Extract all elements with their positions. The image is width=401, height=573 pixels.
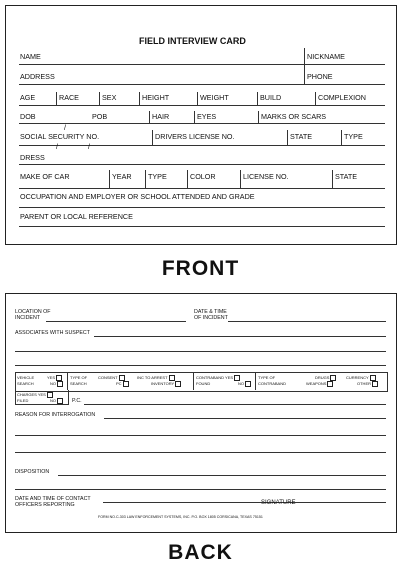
front-caption: FRONT [161,257,240,280]
signature-label: SIGNATURE [261,500,296,506]
currency-text: CURRENCY [346,375,369,381]
divider [145,170,146,188]
checkbox[interactable] [123,381,129,387]
form-footer: FORM NO.C-303 LAW ENFORCEMENT SYSTEMS, INC. P.O. BOX 1805 CORSICANA, TEXAS 75151 [98,515,263,519]
rule [228,321,386,322]
datetime-label-2: OF INCIDENT [194,315,228,321]
slash: / [64,123,66,132]
divider [197,92,198,105]
divider [109,170,110,188]
rule [104,418,386,419]
type-contraband-2: CONTRABAND [258,381,287,386]
rule [19,123,385,124]
divider [152,130,153,145]
rule [19,105,385,106]
pc-line-label: P.C. [72,398,82,404]
rule [84,404,386,405]
divider [304,48,305,84]
rule [19,188,385,189]
contact-label-2: OFFICERS REPORTING [15,502,75,508]
checkbox[interactable] [175,381,181,387]
divider [56,92,57,105]
pc-text: PC [116,381,122,387]
card-title: FIELD INTERVIEW CARD [139,36,246,46]
divider [255,372,256,390]
back-caption: BACK [168,541,233,564]
contraband-no [238,381,251,387]
type-label: TYPE [344,132,363,141]
nickname-label: NICKNAME [307,52,345,61]
rule [103,502,386,503]
divider [287,130,288,145]
type-of-search-2: SEARCH [70,381,87,386]
no-text: NO [50,398,56,404]
charges-filed: FILED [17,398,29,403]
phone-label: PHONE [307,72,333,81]
other-text: OTHER [357,381,371,387]
contact-label-1: DATE AND TIME OF CONTACT [15,496,91,502]
make-of-car-label: MAKE OF CAR [20,172,70,181]
divider [332,170,333,188]
marks-label: MARKS OR SCARS [261,112,327,121]
rule [15,351,386,352]
year-label: YEAR [112,172,132,181]
divider [315,92,316,105]
divider [194,111,195,123]
inc-arrest-text: INC TO ARREST [137,375,168,381]
datetime-label-1: DATE & TIME [194,309,227,315]
checkbox[interactable] [57,381,63,387]
divider [187,170,188,188]
type-contraband-1: TYPE OF [258,375,276,380]
rule [15,365,386,366]
reason-label: REASON FOR INTERROGATION [15,412,96,418]
rule [15,435,386,436]
inventory-text: INVENTORY [151,381,175,387]
rule [15,452,386,453]
rule [58,475,386,476]
age-label: AGE [20,93,36,102]
checkbox[interactable] [327,381,333,387]
weight-label: WEIGHT [200,93,229,102]
inventory-option [151,381,181,387]
contraband-text: CONTRABAND YES [196,375,234,381]
race-label: RACE [59,93,79,102]
vehicle-label-1: VEHICLE [17,375,35,380]
front-card [5,5,397,245]
checkbox[interactable] [245,381,251,387]
rule [19,84,385,85]
rule [46,321,186,322]
other-option [357,381,378,387]
rule [19,207,385,208]
ssn-label: SOCIAL SECURITY NO. [20,132,100,141]
no-text: NO [50,381,56,387]
vehicle-label-2: SEARCH [17,381,34,386]
sex-label: SEX [102,93,117,102]
pc-option [116,381,129,387]
build-label: BUILD [260,93,282,102]
car-type-label: TYPE [148,172,167,181]
rule [19,64,385,65]
slash: / [56,142,58,151]
associates-label: ASSOCIATES WITH SUSPECT [15,330,90,336]
divider [240,170,241,188]
consent-text: CONSENT [98,375,118,381]
divider [257,92,258,105]
pob-label: POB [92,112,108,121]
license-label: LICENSE NO. [243,172,289,181]
no-text: NO [238,381,244,387]
hair-label: HAIR [152,112,170,121]
disposition-label: DISPOSITION [15,469,50,475]
rule [19,145,385,146]
location-label-1: LOCATION OF [15,309,51,315]
rule [19,226,385,227]
charges-no [50,398,63,404]
parent-label: PARENT OR LOCAL REFERENCE [20,212,133,221]
color-label: COLOR [190,172,216,181]
divider [258,111,259,123]
vehicle-no [50,381,63,387]
occupation-label: OCCUPATION AND EMPLOYER OR SCHOOL ATTENDED AND GRADE [20,192,255,201]
complexion-label: COMPLEXION [318,93,366,102]
divider [139,92,140,105]
drivers-license-label: DRIVERS LICENSE NO. [155,132,235,141]
location-label-2: INCIDENT [15,315,41,321]
rule [19,164,385,165]
divider [99,92,100,105]
type-of-search-1: TYPE OF [70,375,88,380]
charges-text: CHARGES YES [17,392,46,398]
state-label: STATE [290,132,313,141]
checkbox[interactable] [372,381,378,387]
dob-label: DOB [20,112,36,121]
contraband-found: FOUND [196,381,211,386]
back-card [5,293,397,533]
rule [15,489,386,490]
drugs-text: DRUGS [315,375,330,381]
slash: / [88,142,90,151]
yes-text: YES [47,375,56,381]
name-label: NAME [20,52,41,61]
car-state-label: STATE [335,172,358,181]
divider [341,130,342,145]
rule [94,336,386,337]
height-label: HEIGHT [142,93,170,102]
checkbox[interactable] [57,398,63,404]
address-label: ADDRESS [20,72,55,81]
divider [67,372,68,390]
weapons-option [306,381,333,387]
weapons-text: WEAPONS [306,381,327,387]
dress-label: DRESS [20,153,45,162]
eyes-label: EYES [197,112,217,121]
divider [149,111,150,123]
divider [193,372,194,390]
